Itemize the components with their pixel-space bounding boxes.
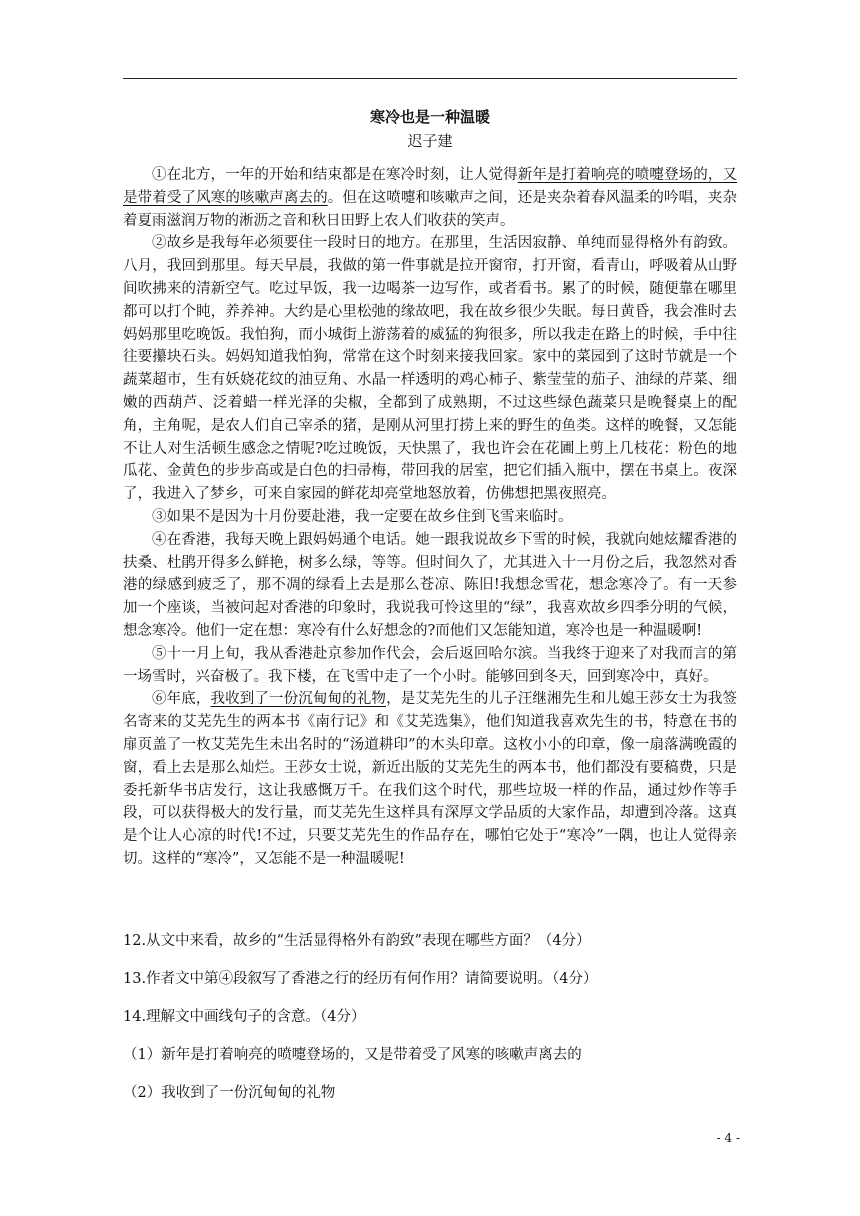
- article-title: 寒冷也是一种温暖: [369, 108, 490, 126]
- underlined-sentence-1: 新年是打着响亮的喷嚏登场的，又是带着受了风寒的咳嗽声离去的: [123, 167, 737, 206]
- question-12: 12.从文中来看，故乡的“生活显得格外有韵致”表现在哪些方面？（4分）: [123, 933, 591, 949]
- paragraph-5: ⑤十一月上旬，我从香港赴京参加作代会，会后返回哈尔滨。当我终于迎来了对我而言的第一场雪时，兴奋极了。我下楼，在飞雪中走了一个小时。能够回到冬天，回到寒冷中，真好。: [123, 645, 737, 685]
- paragraph-2: ②故乡是我每年必须要住一段时日的地方。在那里，生活因寂静、单纯而显得格外有韵致。八月，我回到那里。每天早晨，我做的第一件事就是拉开窗帘，打开窗，看青山，呼吸着从山野间吹拂来的清新空气。吃过早饭，我一边喝茶一边写作，或者看书。累了的时候，随便靠在哪里都可以打个盹，养养神。大约是心里松弛的缘故吧，我在故乡很少失眠。每日黄昏，我会准时去妈妈那里吃晚饭。我怕狗，而小城街上游荡着的威猛的狗很多，所以我走在路上的时候，手中往往要攥块石头。妈妈知道我怕狗，常常在这个时刻来接我回家。家中的菜园到了这时节就是一个蔬菜超市，生有妖娆花纹的油豆角、水晶一样透明的鸡心柿子、紫莹莹的茄子、油绿的芹菜、细嫩的西葫芦、泛着蜡一样光泽的尖椒，全都到了成熟期，不过这些绿色蔬菜只是晚餐桌上的配角，主角呢，是农人们自己宰杀的猪，是刚从河里打捞上来的野生的鱼类。这样的晚餐，又怎能不让人对生活顿生感念之情呢?吃过晚饭，天快黑了，我也许会在花圃上剪上几枝花：粉色的地瓜花、金黄色的步步高或是白色的扫帚梅，带回我的居室，把它们插入瓶中，摆在书桌上。夜深了，我进入了梦乡，可来自家园的鲜花却亮堂地怒放着，仿佛想把黑夜照亮。: [123, 235, 737, 503]
- paragraph-3: ③如果不是因为十月份要赴港，我一定要在故乡住到飞雪来临时。: [152, 508, 573, 525]
- header-rule: [123, 78, 737, 79]
- paragraph-6: [123, 688, 737, 870]
- paragraph-1: [123, 164, 737, 232]
- paragraph-6-before: ⑥年底，: [152, 691, 211, 708]
- paragraph-1-after: 。但在这喷嚏和咳嗽声之间，还是夹杂着春风温柔的吟唱，夹杂着夏雨滋润万物的淅沥之音和秋日田野上农人们收获的笑声。: [123, 189, 738, 229]
- underlined-sentence-2: 我收到了一份沉甸甸的礼物: [210, 691, 387, 708]
- question-14: 14.理解文中画线句子的含意。（4分）: [123, 1009, 366, 1025]
- question-14-part-1: （1）新年是打着响亮的喷嚏登场的，又是带着受了风寒的咳嗽声离去的: [123, 1047, 582, 1063]
- page-number: - 4 -: [716, 1131, 740, 1145]
- questions-section: [123, 930, 737, 1104]
- paragraph-4: ④在香港，我每天晚上跟妈妈通个电话。她一跟我说故乡下雪的时候，我就向她炫耀香港的扶桑、杜鹃开得多么鲜艳，树多么绿，等等。但时间久了，尤其进入十一月份之后，我忽然对香港的绿感到疲乏了，那不凋的绿看上去是那么苍凉、陈旧!我想念雪花，想念寒冷了。有一天参加一个座谈，当被问起对香港的印象时，我说我可怜这里的“绿”，我喜欢故乡四季分明的气候，想念寒冷。他们一定在想：寒冷有什么好想念的?而他们又怎能知道，寒冷也是一种温暖啊!: [123, 531, 737, 639]
- article-author: 迟子建: [407, 132, 453, 150]
- paragraph-6-after: ，是艾芜先生的儿子汪继湘先生和儿媳王莎女士为我签名寄来的艾芜先生的两本书《南行记》和《艾芜选集》，他们知道我喜欢先生的书，特意在书的扉页盖了一枚艾芜先生未出名时的“汤道耕印”的木头印章。这枚小小的印章，像一扇落满晚霞的窗，看上去是那么灿烂。王莎女士说，新近出版的艾芜先生的两本书，他们都没有要稿费，只是委托新华书店发行，这让我感慨万千。在我们这个时代，那些垃圾一样的作品，通过炒作等手段，可以获得极大的发行量，而艾芜先生这样具有深厚文学品质的大家作品，却遭到冷落。这真是个让人心凉的时代!不过，只要艾芜先生的作品存在，哪怕它处于“寒冷”一隅，也让人觉得亲切。这样的“寒冷”，又怎能不是一种温暖呢!: [123, 691, 738, 867]
- question-14-part-2: （2）我收到了一份沉甸甸的礼物: [123, 1085, 336, 1101]
- paragraph-1-before: ①在北方，一年的开始和结束都是在寒冷时刻，让人觉得: [152, 167, 518, 183]
- article-body: [123, 164, 737, 871]
- question-13: 13.作者文中第④段叙写了香港之行的经历有何作用？请简要说明。（4分）: [123, 971, 598, 987]
